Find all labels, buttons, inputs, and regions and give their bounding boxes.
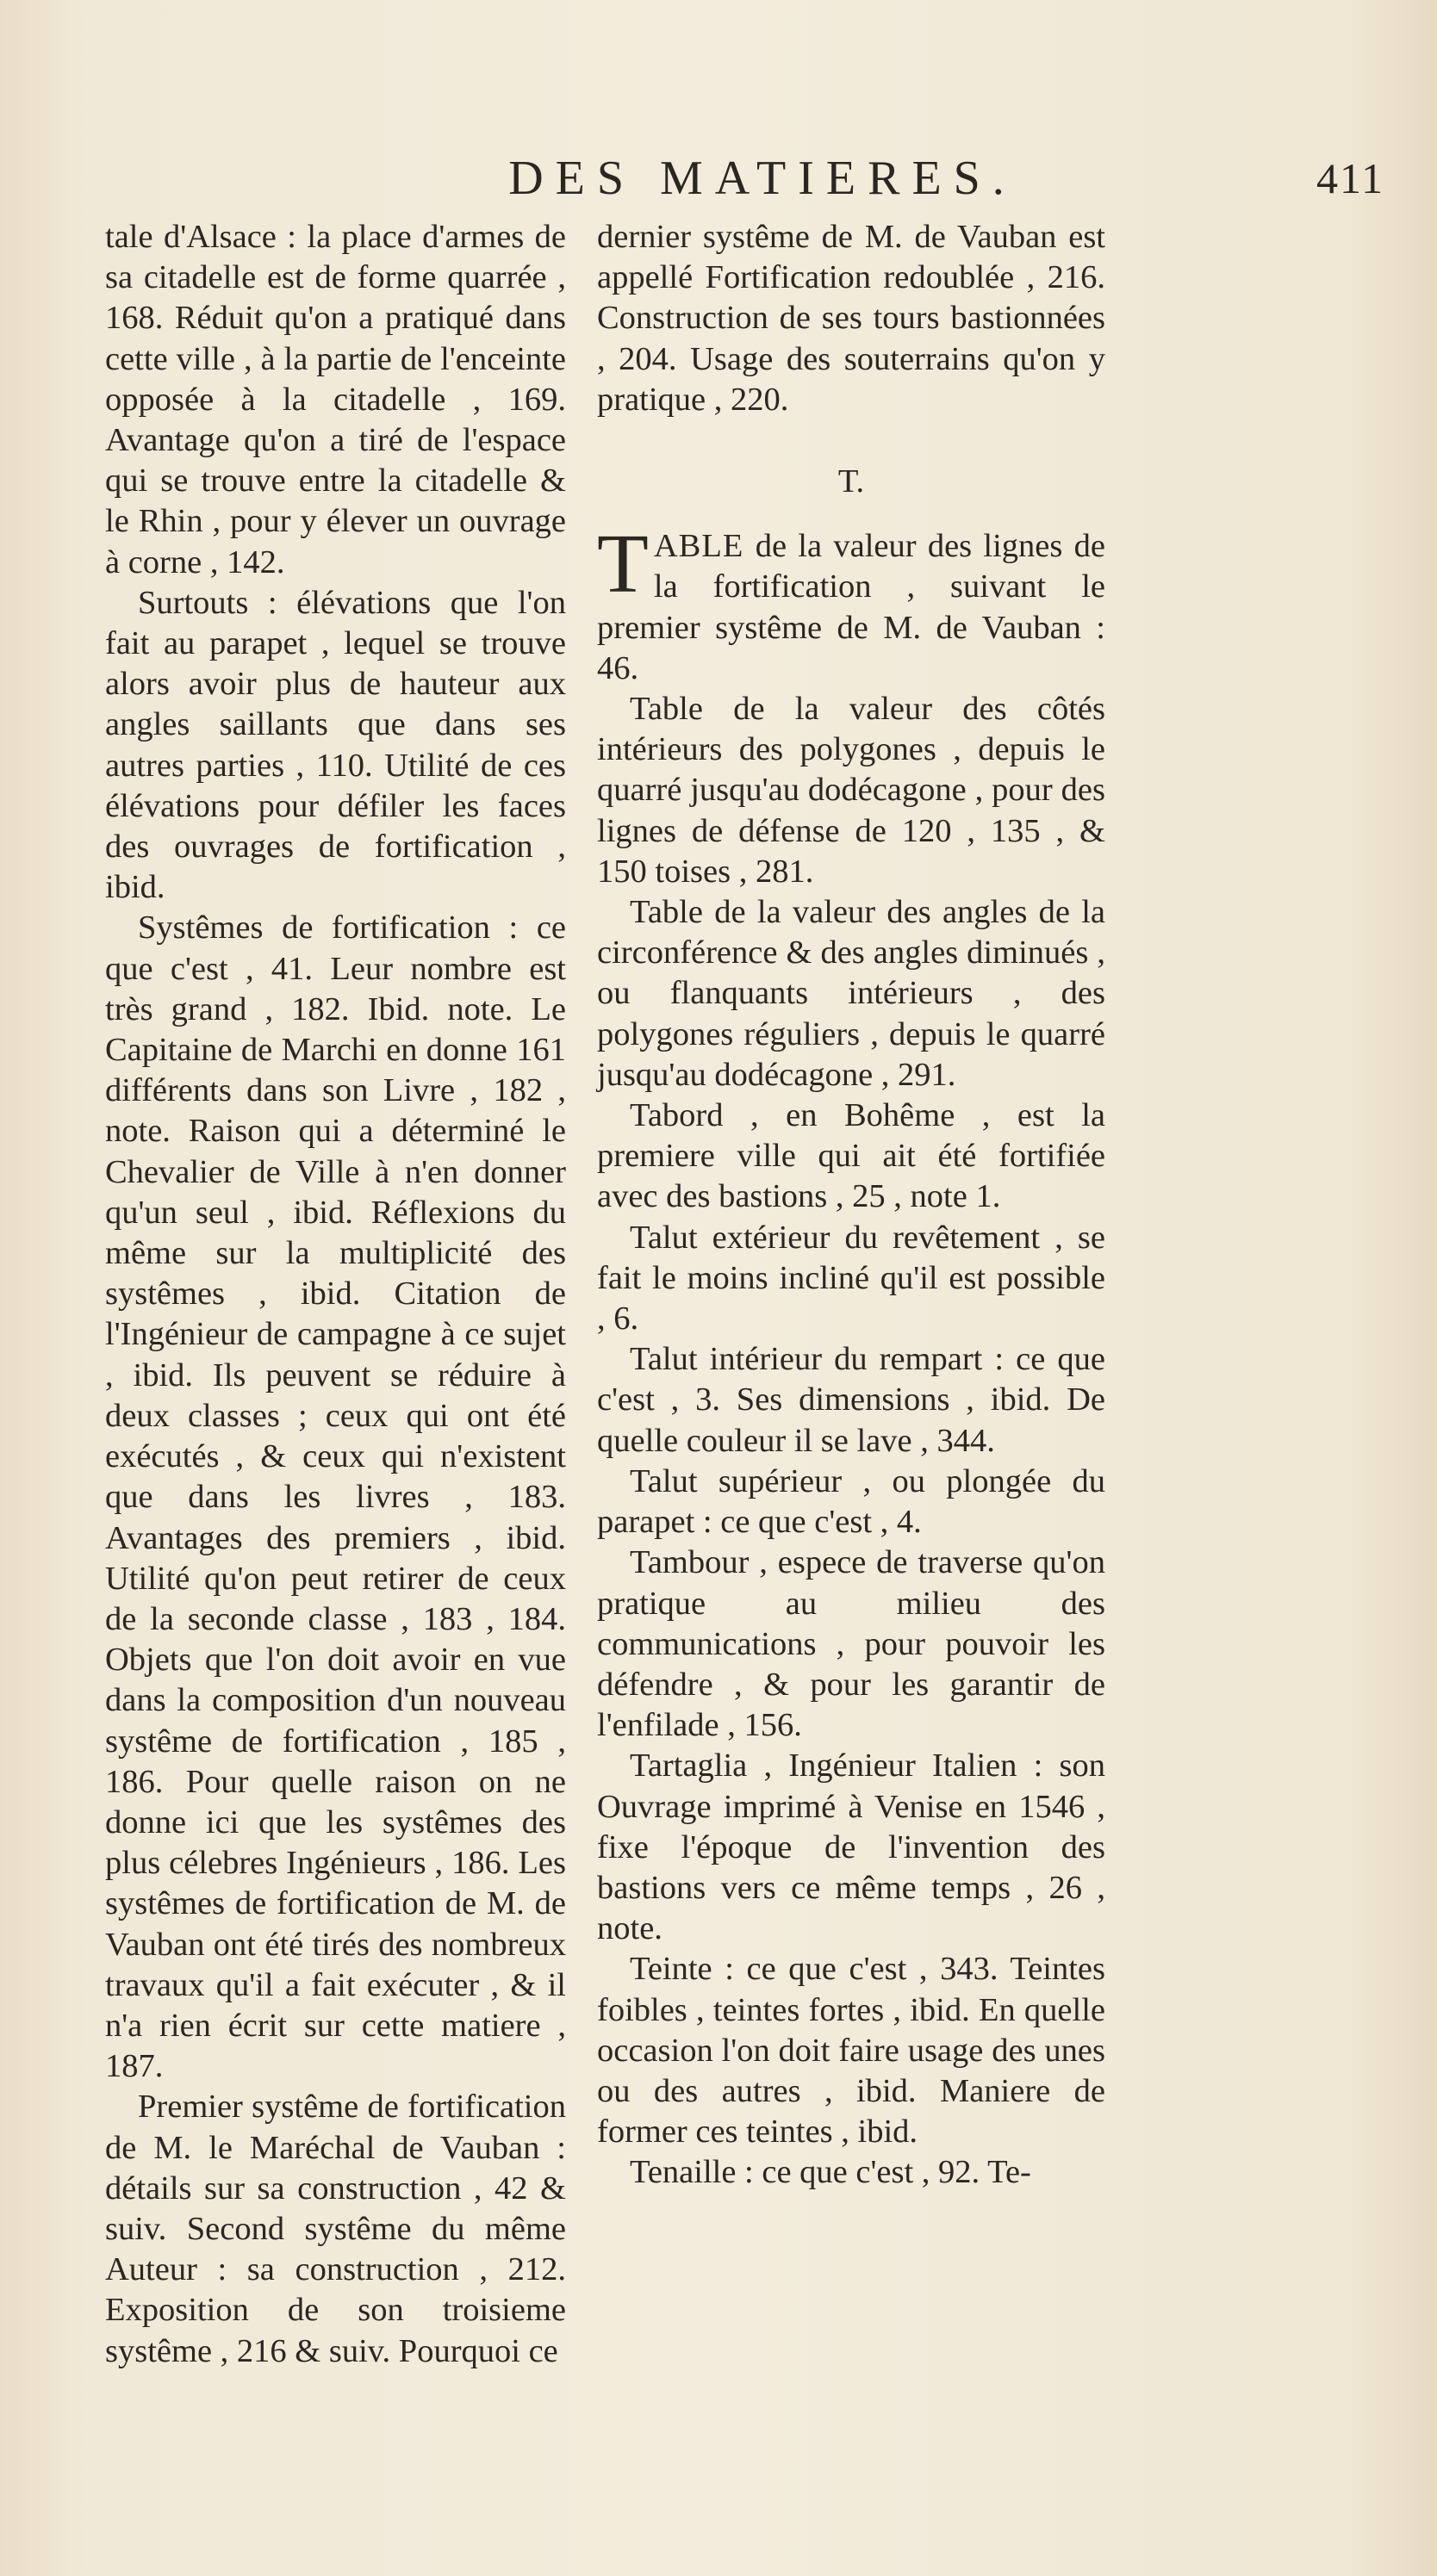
running-head: DES MATIERES. — [508, 152, 1017, 205]
index-entry: Tartaglia , Ingénieur Italien : son Ouvrage imprimé à Venise en 1546 , fixe l'époque de l'invention des bastions vers ce même temps , 26 , note. — [597, 1747, 1105, 1947]
index-entry: Talut supérieur , ou plongée du parapet : ce que c'est , 4. — [597, 1462, 1105, 1541]
index-entry: Table de la valeur des angles de la circonférence & des angles diminués , ou flanquants intérieurs , des polygones réguliers , depuis le quarré jusqu'au dodécagone , 291. — [597, 894, 1105, 1093]
index-entry: dernier systême de M. de Vauban est appellé Fortification redoublée , 216. Construction de ses tours bastionnées , 204. Usage des souterrains qu'on y pratique , 220. — [597, 219, 1105, 418]
drop-cap-continuation: ABLE — [653, 528, 744, 565]
index-entry: tale d'Alsace : la place d'armes de sa citadelle est de forme quarrée , 168. Réduit qu'on a pratiqué dans cette ville , à la partie de l'enceinte opposée à la citadelle , 169. Avantage qu'on a tiré de l'espace qui se trouve entre la citadelle & le Rhin , pour y élever un ouvrage à corne , 142. — [105, 219, 566, 580]
index-entry: Surtouts : élévations que l'on fait au parapet , lequel se trouve alors avoir plus de hauteur aux angles saillants que dans ses autres parties , 110. Utilité de ces élévations pour défiler les faces des ouvrages de fortification , ibid. — [105, 584, 566, 906]
index-entry: Premier systême de fortification de M. le Maréchal de Vauban : détails sur sa construction , 42 & suiv. Second systême du même Auteur : sa construction , 212. Exposition de son troisieme systême , 216 & suiv. Pourquoi ce — [105, 2089, 566, 2369]
section-letter: T. — [837, 463, 865, 500]
index-entry: Systêmes de fortification : ce que c'est , 41. Leur nombre est très grand , 182. Ibid. note. Le Capitaine de Marchi en donne 161 différents dans son Livre , 182 , note. Raison qui a déterminé le Chevalier de Ville à n'en donner qu'un seul , ibid. Réflexions du même sur la multiplicité des systêmes , ibid. Citation de l'Ingénieur de campagne à ce sujet , ibid. Ils peuvent se réduire à deux classes ; ceux qui ont été exécutés , & ceux qui n'existent que dans les livres , 183. Avantages des premiers , ibid. Utilité qu'on peut retirer de ceux de la seconde classe , 183 , 184. Objets que l'on doit avoir en vue dans la composition d'un nouveau systême de fortification , 185 , 186. Pour quelle raison on ne donne ici que les systêmes des plus célebres Ingénieurs , 186. Les systêmes de fortification de M. de Vauban ont été tirés des nombreux travaux qu'il a fait exécuter , & il n'a rien écrit sur cette matiere , 187. — [105, 909, 566, 2085]
index-entry: Teinte : ce que c'est , 343. Teintes foibles , teintes fortes , ibid. En quelle occasion l'on doit faire usage des unes ou des autres , ibid. Maniere de former ces teintes , ibid. — [597, 1951, 1105, 2151]
index-entry: Tenaille : ce que c'est , 92. Te- — [630, 2154, 1031, 2191]
index-entry: Talut intérieur du rempart : ce que c'est , 3. Ses dimensions , ibid. De quelle couleur il se lave , 344. — [597, 1341, 1105, 1459]
right-column — [597, 217, 1105, 2194]
left-column — [105, 217, 566, 2372]
drop-cap: T — [597, 518, 649, 611]
index-entry: Tabord , en Bohême , est la premiere ville qui ait été fortifiée avec des bastions , 25 , note 1. — [597, 1097, 1105, 1215]
index-entry: Table de la valeur des côtés intérieurs des polygones , depuis le quarré jusqu'au dodécagone , pour des lignes de défense de 120 , 135 , & 150 toises , 281. — [597, 691, 1105, 890]
index-entry: Tambour , espece de traverse qu'on pratique au milieu des communications , pour pouvoir les défendre , & pour les garantir de l'enfilade , 156. — [597, 1544, 1105, 1744]
index-entry: Talut extérieur du revêtement , se fait le moins incliné qu'il est possible , 6. — [597, 1219, 1105, 1338]
index-entry-text: de la valeur des lignes de la fortification , suivant le premier systême de M. de Vauban : 46. — [597, 528, 1105, 686]
index-entry-first — [597, 518, 1105, 689]
page-number: 411 — [1316, 154, 1385, 202]
